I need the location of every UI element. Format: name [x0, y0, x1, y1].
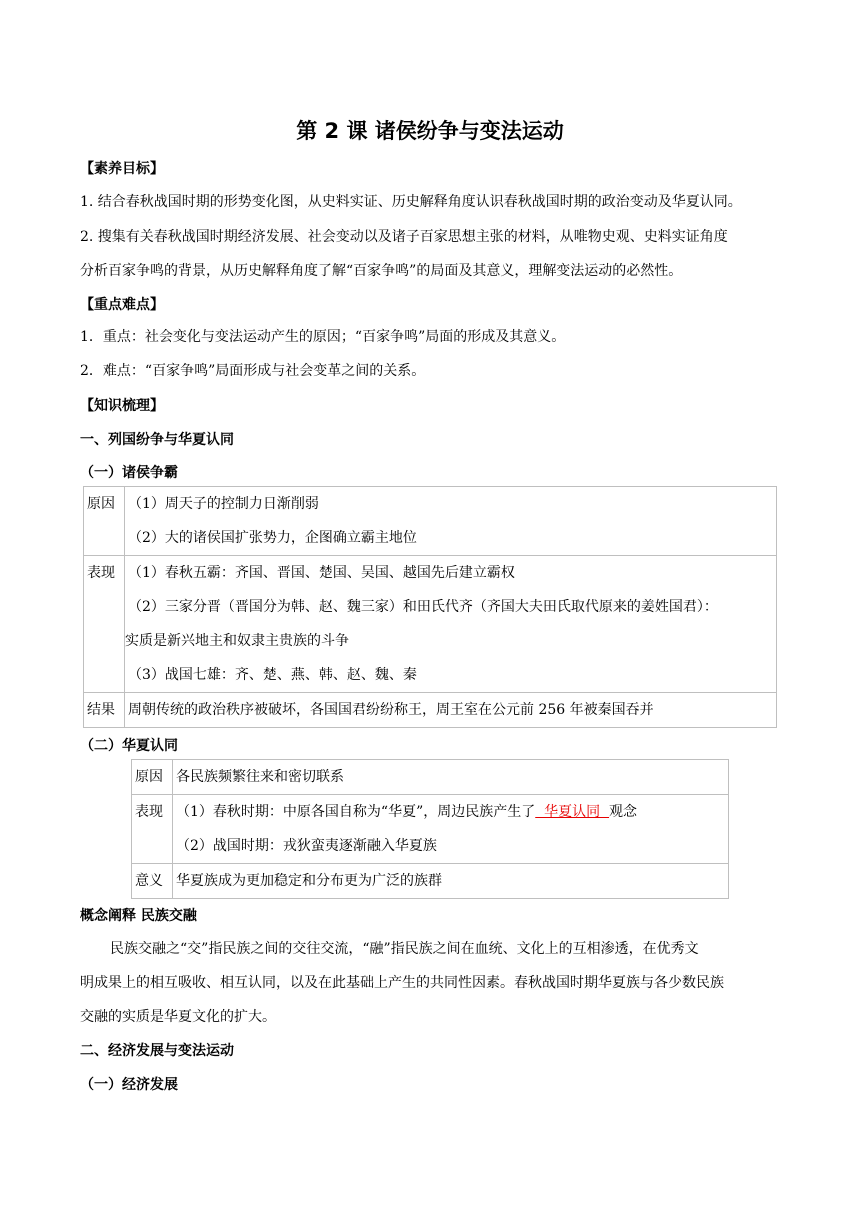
goal-line: 1. 结合春秋战国时期的形势变化图，从史料实证、历史解释角度认识春秋战国时期的政治变动及华夏认同。: [80, 194, 742, 210]
lesson-title: 第 2 课 诸侯纷争与变法运动: [296, 119, 564, 143]
row-content: （1）周天子的控制力日渐削弱 （2）大的诸侯国扩张势力，企图确立霸主地位: [125, 487, 777, 556]
row-label: 原因: [132, 760, 173, 795]
keypoint-line: 1．重点：社会变化与变法运动产生的原因；“百家争鸣”局面的形成及其意义。: [80, 329, 566, 345]
table-row: [84, 693, 777, 728]
table-row: [84, 556, 777, 693]
row-content: 华夏族成为更加稳定和分布更为广泛的族群: [173, 864, 729, 899]
concept-line: 交融的实质是华夏文化的扩大。: [80, 1009, 276, 1025]
fill-blank-answer: 华夏认同: [535, 804, 610, 820]
row-content: （1）春秋五霸：齐国、晋国、楚国、吴国、越国先后建立霸权 （2）三家分晋（晋国分为韩、赵、魏三家）和田氏代齐（齐国大夫田氏取代原来的姜姓国君）： 实质是新兴地主和奴隶主贵族的斗争 （3）战国七雄：齐、楚、燕、韩、赵、魏、秦: [125, 556, 777, 693]
table-row: [132, 864, 729, 899]
subsection-heading: （一）经济发展: [80, 1077, 178, 1093]
section-heading: 二、经济发展与变法运动: [80, 1043, 234, 1059]
concept-line: 民族交融之“交”指民族之间的交往交流，“融”指民族之间在血统、文化上的互相渗透，在优秀文: [110, 941, 699, 957]
knowledge-heading: 【知识梳理】: [80, 398, 164, 414]
row-label: 结果: [84, 693, 125, 728]
table-row: [132, 760, 729, 795]
subsection-heading: （一）诸侯争霸: [80, 465, 178, 481]
row-content: 周朝传统的政治秩序被破坏，各国国君纷纷称王，周王室在公元前 256 年被秦国吞并: [125, 693, 777, 728]
subsection-heading: （二）华夏认同: [80, 738, 178, 754]
huaxia-table: [131, 759, 729, 899]
section-heading: 一、列国纷争与华夏认同: [80, 432, 234, 448]
concept-line: 明成果上的相互吸收、相互认同，以及在此基础上产生的共同性因素。春秋战国时期华夏族与各少数民族: [80, 975, 724, 991]
row-content: （1）春秋时期：中原各国自称为“华夏”，周边民族产生了 华夏认同 观念 （2）战国时期：戎狄蛮夷逐渐融入华夏族: [173, 795, 729, 864]
concept-heading: 概念阐释 民族交融: [80, 908, 197, 924]
goal-line: 分析百家争鸣的背景，从历史解释角度了解“百家争鸣”的局面及其意义，理解变法运动的必然性。: [80, 263, 683, 279]
table-row: [84, 487, 777, 556]
row-label: 原因: [84, 487, 125, 556]
row-label: 表现: [84, 556, 125, 693]
table-row: [132, 795, 729, 864]
row-label: 意义: [132, 864, 173, 899]
keypoints-heading: 【重点难点】: [80, 297, 164, 313]
keypoint-line: 2．难点：“百家争鸣”局面形成与社会变革之间的关系。: [80, 363, 426, 379]
sentence-prefix: （1）春秋时期：中原各国自称为“华夏”，周边民族产生了: [176, 804, 536, 820]
goals-heading: 【素养目标】: [80, 161, 164, 177]
sentence-suffix: 观念: [609, 804, 638, 820]
goal-line: 2. 搜集有关春秋战国时期经济发展、社会变动以及诸子百家思想主张的材料，从唯物史观、史料实证角度: [80, 229, 728, 245]
row-label: 表现: [132, 795, 173, 864]
row-content: 各民族频繁往来和密切联系: [173, 760, 729, 795]
hegemony-table: [83, 486, 777, 728]
